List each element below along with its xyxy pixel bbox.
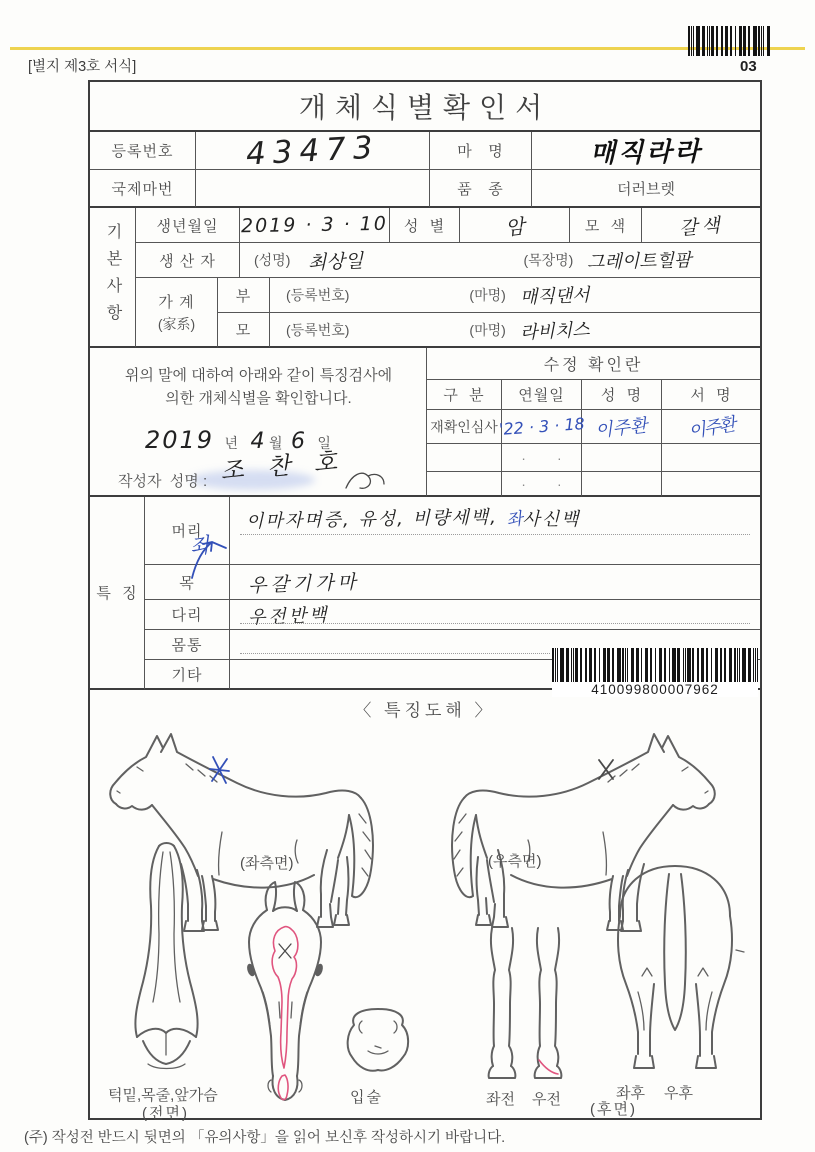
leg-label-right-rear: 우후 <box>664 1085 693 1102</box>
correction-row2-date: · · <box>521 449 562 466</box>
id-barcode <box>552 648 758 682</box>
asterisk-mark <box>210 757 229 783</box>
breed-label: 품 종 <box>457 180 504 198</box>
horse-front-chest-view <box>120 840 215 1075</box>
horse-name-value: 매직라라 <box>589 137 703 169</box>
sire-label: 부 <box>235 287 252 305</box>
body-guideline <box>240 653 550 654</box>
right-front-leg-view <box>528 926 568 1084</box>
lineage-label: 가 계 <box>158 293 195 311</box>
reg-no-label: 등록번호 <box>111 143 174 160</box>
dam-name-label: (마명) <box>469 321 506 338</box>
dam-label: 모 <box>235 322 252 339</box>
intl-no-label: 국제마번 <box>111 180 174 198</box>
statement-line1: 위의 말에 대하여 아래와 같이 특징검사에 <box>124 367 393 384</box>
correction-row <box>427 410 502 444</box>
signature-scribble-icon <box>342 466 388 494</box>
face-marking-red <box>272 927 298 1068</box>
horse-rear-view <box>586 852 764 1084</box>
date-month-unit: 월 <box>268 435 283 451</box>
right-side-label: (우측면) <box>488 853 542 870</box>
farm-label: (목장명) <box>523 252 574 268</box>
id-barcode-number: 410099800007962 <box>552 682 758 697</box>
feature-legs-value: 우전반백 <box>247 604 330 628</box>
feature-legs-label: 다리 <box>171 607 203 624</box>
feature-head-label: 머리 <box>171 523 203 540</box>
sire-name-label: (마명) <box>469 287 506 303</box>
date-year: 2019 <box>145 426 215 454</box>
insert-arrow-icon <box>186 534 232 580</box>
correction-header-name: 성 명 <box>600 387 643 404</box>
head-margin-note: 좌 <box>188 532 212 559</box>
sex-value: 암 <box>503 213 526 240</box>
muzzle-marking-red <box>278 1075 288 1100</box>
correction-row <box>427 444 502 472</box>
dam-name-value: 라비치스 <box>519 318 590 344</box>
form-reference: [별지 제3호 서식] <box>28 59 137 75</box>
top-barcode <box>688 26 770 56</box>
sire-name-value: 매직댄서 <box>519 284 590 309</box>
basic-section-label: 기본사항 <box>104 223 121 331</box>
date-day-unit: 일 <box>317 435 331 451</box>
form-table <box>88 80 762 1120</box>
date-year-unit: 년 <box>224 435 239 451</box>
x-mark <box>599 760 613 779</box>
horse-front-head-view <box>233 880 338 1108</box>
lips-label: 입술 <box>350 1089 383 1106</box>
yellow-highlight-line <box>10 47 805 50</box>
feature-diagram-area <box>90 690 760 1122</box>
left-front-leg-view <box>482 926 522 1084</box>
producer-name-label: (성명) <box>254 252 291 268</box>
feature-etc-label: 기타 <box>171 666 203 684</box>
form-title-cell <box>90 82 760 132</box>
marking-x-mark <box>279 944 291 958</box>
legs-guideline <box>240 623 750 624</box>
features-section-label: 특 징 <box>96 585 138 602</box>
correction-header-date: 연월일 <box>518 387 565 404</box>
producer-name-value: 최상일 <box>308 249 364 274</box>
date-month: 4 <box>250 429 265 454</box>
correction-title: 수정 확인란 <box>543 357 644 374</box>
correction-row <box>427 472 502 497</box>
lineage-sub-label: (家系) <box>157 315 196 332</box>
correction-header-sign: 서 명 <box>690 387 732 404</box>
breed-value: 더러브렛 <box>617 180 675 198</box>
coat-value: 갈색 <box>677 213 725 240</box>
statement-line2: 의한 개체식별을 확인합니다. <box>165 390 352 408</box>
horse-name-label: 마 명 <box>457 143 504 160</box>
correction-header-type: 구 분 <box>443 387 485 404</box>
correction-row1-date: '22 · 3 · 18 <box>498 414 585 439</box>
feature-head-tail: 사신백 <box>522 509 581 530</box>
feature-head-blue-insert: 좌 <box>504 508 524 532</box>
rear-view-label: (후면) <box>590 1101 637 1118</box>
confirmation-statement-cell <box>90 348 427 497</box>
correction-row3-date: · · <box>521 475 562 492</box>
page-number: 03 <box>740 58 757 75</box>
diagram-title: 〈 특징도해 〉 <box>354 701 496 720</box>
reg-no-value: 43473 <box>244 129 381 172</box>
sire-regno-label: (등록번호) <box>286 287 350 303</box>
feature-neck-value: 우갈기가마 <box>247 570 361 597</box>
birth-value: 2019 · 3 · 10 <box>240 212 389 238</box>
leg-label-left-rear: 좌후 <box>616 1085 645 1102</box>
front-view-label: 턱밑,목줄,앞가슴 <box>108 1087 218 1104</box>
feature-head-value: 이마자며증, 유성, 비량세백, <box>245 506 499 533</box>
feature-body-label: 몸통 <box>171 637 203 654</box>
feature-neck-label: 목 <box>179 574 195 592</box>
leg-label-left-front: 좌전 <box>486 1091 515 1108</box>
birth-label: 생년월일 <box>156 217 219 235</box>
farm-value: 그레이트힐팜 <box>587 250 692 273</box>
writer-label: 작성자 성명 : <box>118 473 208 490</box>
correction-row1-name: 이주환 <box>594 414 649 442</box>
left-side-label: (좌측면) <box>240 855 294 872</box>
correction-row1-sign: 이주환 <box>686 413 736 443</box>
coat-label: 모 색 <box>584 217 627 235</box>
page-title: 개체식별확인서 <box>298 92 552 123</box>
front-view-sub-label: (전면) <box>142 1105 189 1122</box>
sex-label: 성 별 <box>403 217 446 235</box>
correction-row1-type: 재확인심사 <box>430 418 498 435</box>
leg-label-right-front: 우전 <box>532 1091 561 1108</box>
head-guideline <box>240 534 750 535</box>
date-day: 6 <box>290 429 305 454</box>
dam-regno-label: (등록번호) <box>286 321 350 338</box>
producer-label: 생 산 자 <box>159 252 216 270</box>
footer-note: (주) 작성전 반드시 뒷면의 「유의사항」을 읽어 보신후 작성하시기 바랍니다. <box>24 1130 506 1146</box>
leg-marking-red <box>539 1060 558 1074</box>
horse-muzzle-view <box>342 1005 414 1080</box>
writer-signature: 조 찬 호 <box>219 446 347 486</box>
